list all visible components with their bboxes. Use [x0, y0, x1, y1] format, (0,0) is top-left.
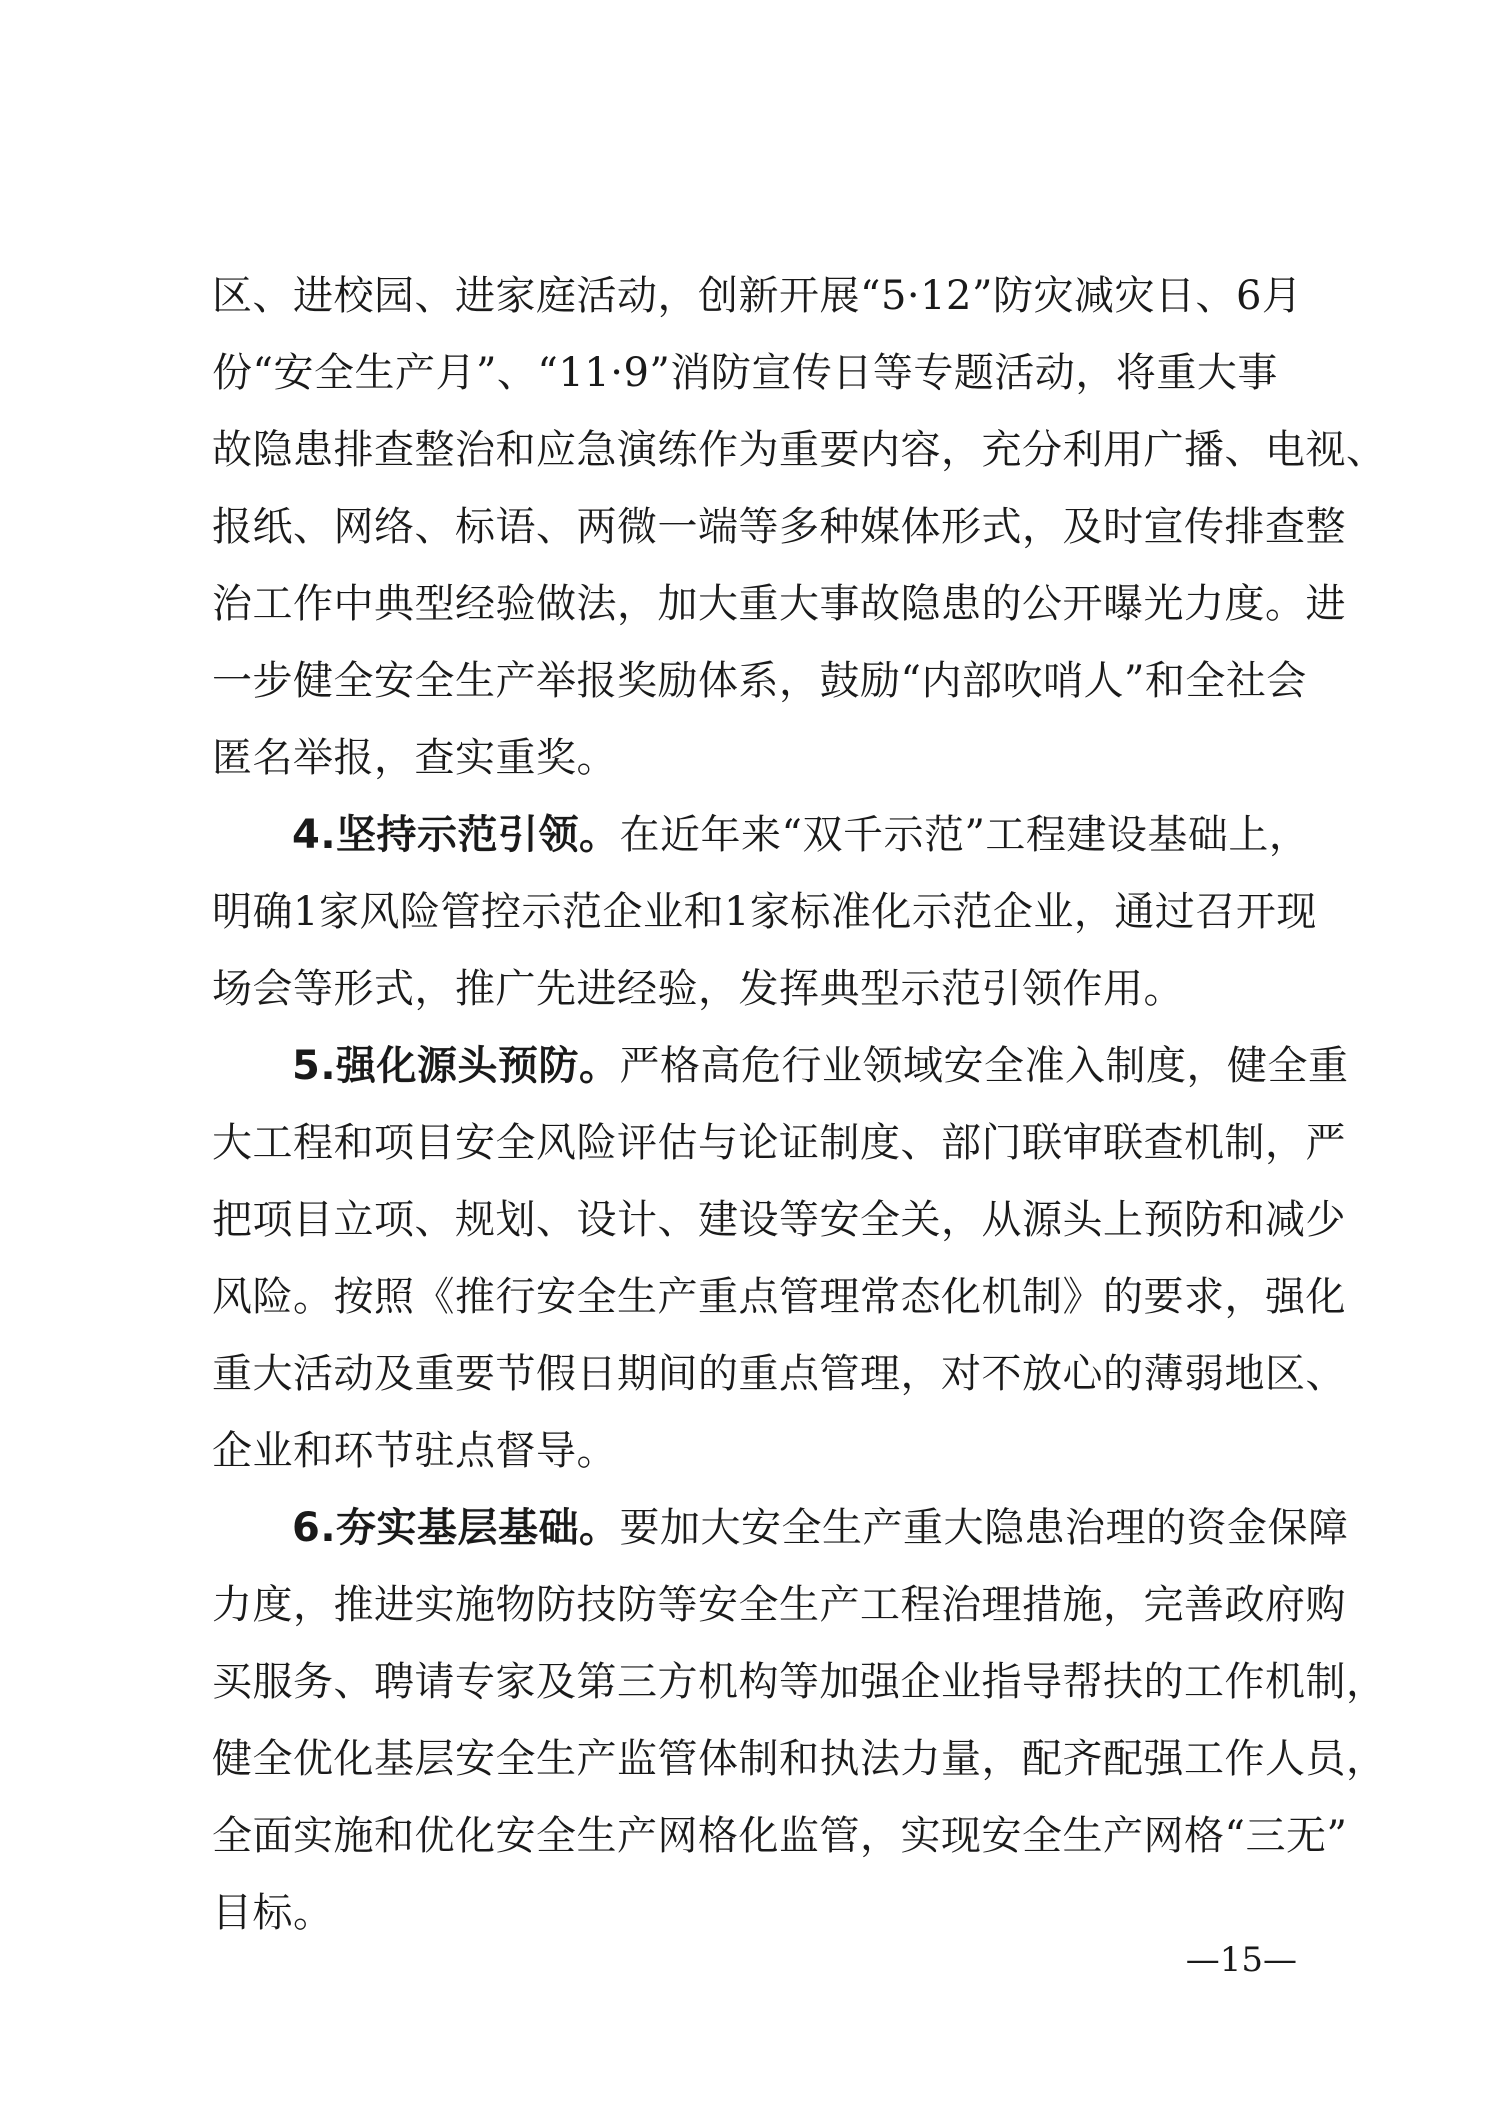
text-line: 份“安全生产月”、“11·9”消防宣传日等专题活动，将重大事 [212, 350, 1278, 396]
text-line: 力度，推进实施物防技防等安全生产工程治理措施，完善政府购 [212, 1582, 1346, 1628]
text-line: 报纸、网络、标语、两微一端等多种媒体形式，及时宣传排查整 [212, 504, 1346, 550]
paragraph-section-6 [212, 1490, 1387, 1952]
page-number: —15— [1185, 1940, 1297, 1980]
text-line: 匿名举报，查实重奖。 [212, 735, 617, 781]
section-text: 要加大安全生产重大隐患治理的资金保障 [619, 1505, 1349, 1551]
section-heading: 5.强化源头预防。 [292, 1043, 620, 1089]
paragraph-section-4 [212, 797, 1317, 1028]
text-line: 一步健全安全生产举报奖励体系，鼓励“内部吹哨人”和全社会 [212, 658, 1307, 704]
text-line [212, 1490, 1349, 1567]
text-line: 治工作中典型经验做法，加大重大事故隐患的公开曝光力度。进 [212, 581, 1346, 627]
section-heading: 4.坚持示范引领。 [292, 812, 620, 858]
text-line: 把项目立项、规划、设计、建设等安全关，从源头上预防和减少 [212, 1197, 1346, 1243]
text-line: 大工程和项目安全风险评估与论证制度、部门联审联查机制，严 [212, 1120, 1346, 1166]
paragraph-section-5 [212, 1028, 1349, 1490]
text-line: 全面实施和优化安全生产网格化监管，实现安全生产网格“三无” [212, 1813, 1348, 1859]
text-line: 健全优化基层安全生产监管体制和执法力量，配齐配强工作人员， [212, 1736, 1387, 1782]
text-line: 买服务、聘请专家及第三方机构等加强企业指导帮扶的工作机制， [212, 1659, 1387, 1705]
text-line [212, 1028, 1349, 1105]
text-line: 目标。 [212, 1890, 334, 1936]
text-line: 明确1家风险管控示范企业和1家标准化示范企业，通过召开现 [212, 889, 1317, 935]
text-line: 企业和环节驻点督导。 [212, 1428, 617, 1474]
section-heading: 6.夯实基层基础。 [292, 1505, 620, 1551]
text-line [212, 797, 1312, 874]
text-line: 故隐患排查整治和应急演练作为重要内容，充分利用广播、电视、 [212, 427, 1387, 473]
text-line: 重大活动及重要节假日期间的重点管理，对不放心的薄弱地区、 [212, 1351, 1346, 1397]
body-text [212, 258, 1387, 1952]
text-line: 场会等形式，推广先进经验，发挥典型示范引领作用。 [212, 966, 1184, 1012]
section-text: 严格高危行业领域安全准入制度，健全重 [619, 1043, 1349, 1089]
paragraph [212, 258, 1387, 797]
text-line: 区、进校园、进家庭活动，创新开展“5·12”防灾减灾日、6月 [212, 273, 1303, 319]
text-line: 风险。按照《推行安全生产重点管理常态化机制》的要求，强化 [212, 1274, 1346, 1320]
section-text: 在近年来“双千示范”工程建设基础上， [619, 812, 1310, 858]
